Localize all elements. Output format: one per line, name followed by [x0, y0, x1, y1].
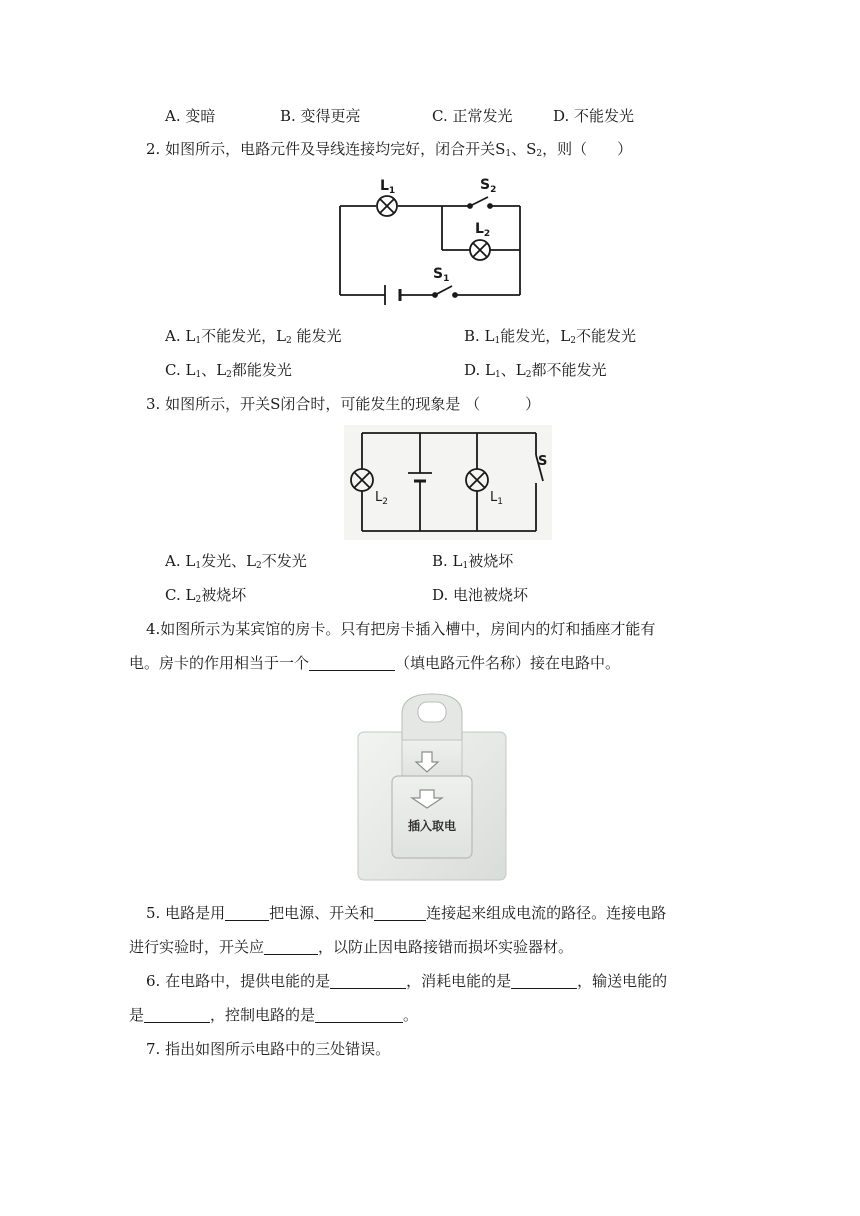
q3-option-c: C. $L_2$被烧坏	[165, 586, 247, 605]
q3-lamp-l2	[351, 469, 373, 491]
q2-circuit-diagram	[330, 170, 530, 305]
q7-stem: 7. 指出如图所示电路中的三处错误。	[146, 1040, 391, 1058]
q3-option-d: D. 电池被烧坏	[432, 586, 529, 604]
q4-line2: 电。房卡的作用相当于一个 （填电路元件名称）接在电路中。	[129, 654, 621, 672]
q5-blank-2[interactable]	[374, 904, 426, 921]
q1-option-b: B. 变得更亮	[280, 107, 361, 125]
q6-blank-3[interactable]	[144, 1006, 210, 1023]
q2-option-c: C. $L_1$、$L_2$都能发光	[165, 361, 292, 380]
q3-stem: 3. 如图所示，开关S闭合时，可能发生的现象是 （ ）	[146, 395, 541, 413]
q1-option-a: A. 变暗	[165, 107, 216, 125]
q6-blank-2[interactable]	[511, 972, 577, 989]
q5-line1: 5. 电路是用 把电源、开关和 连接起来组成电流的路径。连接电路	[146, 904, 667, 922]
q2-option-a: A. $L_1$不能发光，$L_2$ 能发光	[165, 327, 342, 346]
q6-blank-4[interactable]	[315, 1006, 403, 1023]
card-label: 插入取电	[407, 819, 457, 833]
q2-label-l2: $L_2$	[475, 221, 491, 239]
q2-battery	[385, 285, 400, 305]
q2-option-b: B. $L_1$能发光，$L_2$不能发光	[464, 327, 636, 346]
q3-circuit-diagram	[344, 425, 552, 540]
q6-blank-1[interactable]	[330, 972, 406, 989]
q3-option-b: B. $L_1$被烧坏	[432, 552, 514, 571]
q4-blank-1[interactable]	[309, 654, 395, 671]
q2-lamp-l1	[377, 196, 397, 216]
q5-line2: 进行实验时，开关应 ，以防止因电路接错而损坏实验器材。	[129, 938, 574, 956]
q5-blank-1[interactable]	[225, 904, 269, 921]
room-card-image	[356, 692, 508, 884]
q2-switch-s1	[433, 286, 457, 297]
q5-blank-3[interactable]	[264, 938, 318, 955]
q4-line1: 4.如图所示为某宾馆的房卡。只有把房卡插入槽中，房间内的灯和插座才能有	[146, 620, 656, 638]
q3-label-s: S	[538, 454, 548, 469]
q3-label-l2: $L_2$	[375, 490, 388, 507]
q6-line2: 是 ，控制电路的是 。	[129, 1006, 419, 1024]
q2-option-d: D. $L_1$、$L_2$都不能发光	[464, 361, 607, 380]
q2-label-s2: $S_2$	[480, 177, 497, 195]
q2-label-l1: $L_1$	[380, 178, 396, 196]
q1-option-c: C. 正常发光	[432, 107, 513, 125]
q2-switch-s2	[468, 197, 492, 208]
q1-option-d: D. 不能发光	[553, 107, 635, 125]
q2-lamp-l2	[470, 240, 490, 260]
q2-label-s1: $S_1$	[433, 266, 450, 284]
q3-option-a: A. $L_1$发光、$L_2$不发光	[165, 552, 307, 571]
q2-stem: 2. 如图所示，电路元件及导线连接均完好，闭合开关$S_1$、$S_2$，则（ ）	[146, 140, 633, 159]
q3-lamp-l1	[466, 469, 488, 491]
q6-line1: 6. 在电路中，提供电能的是 ，消耗电能的是 ，输送电能的	[146, 972, 668, 990]
q3-label-l1: $L_1$	[490, 490, 503, 507]
